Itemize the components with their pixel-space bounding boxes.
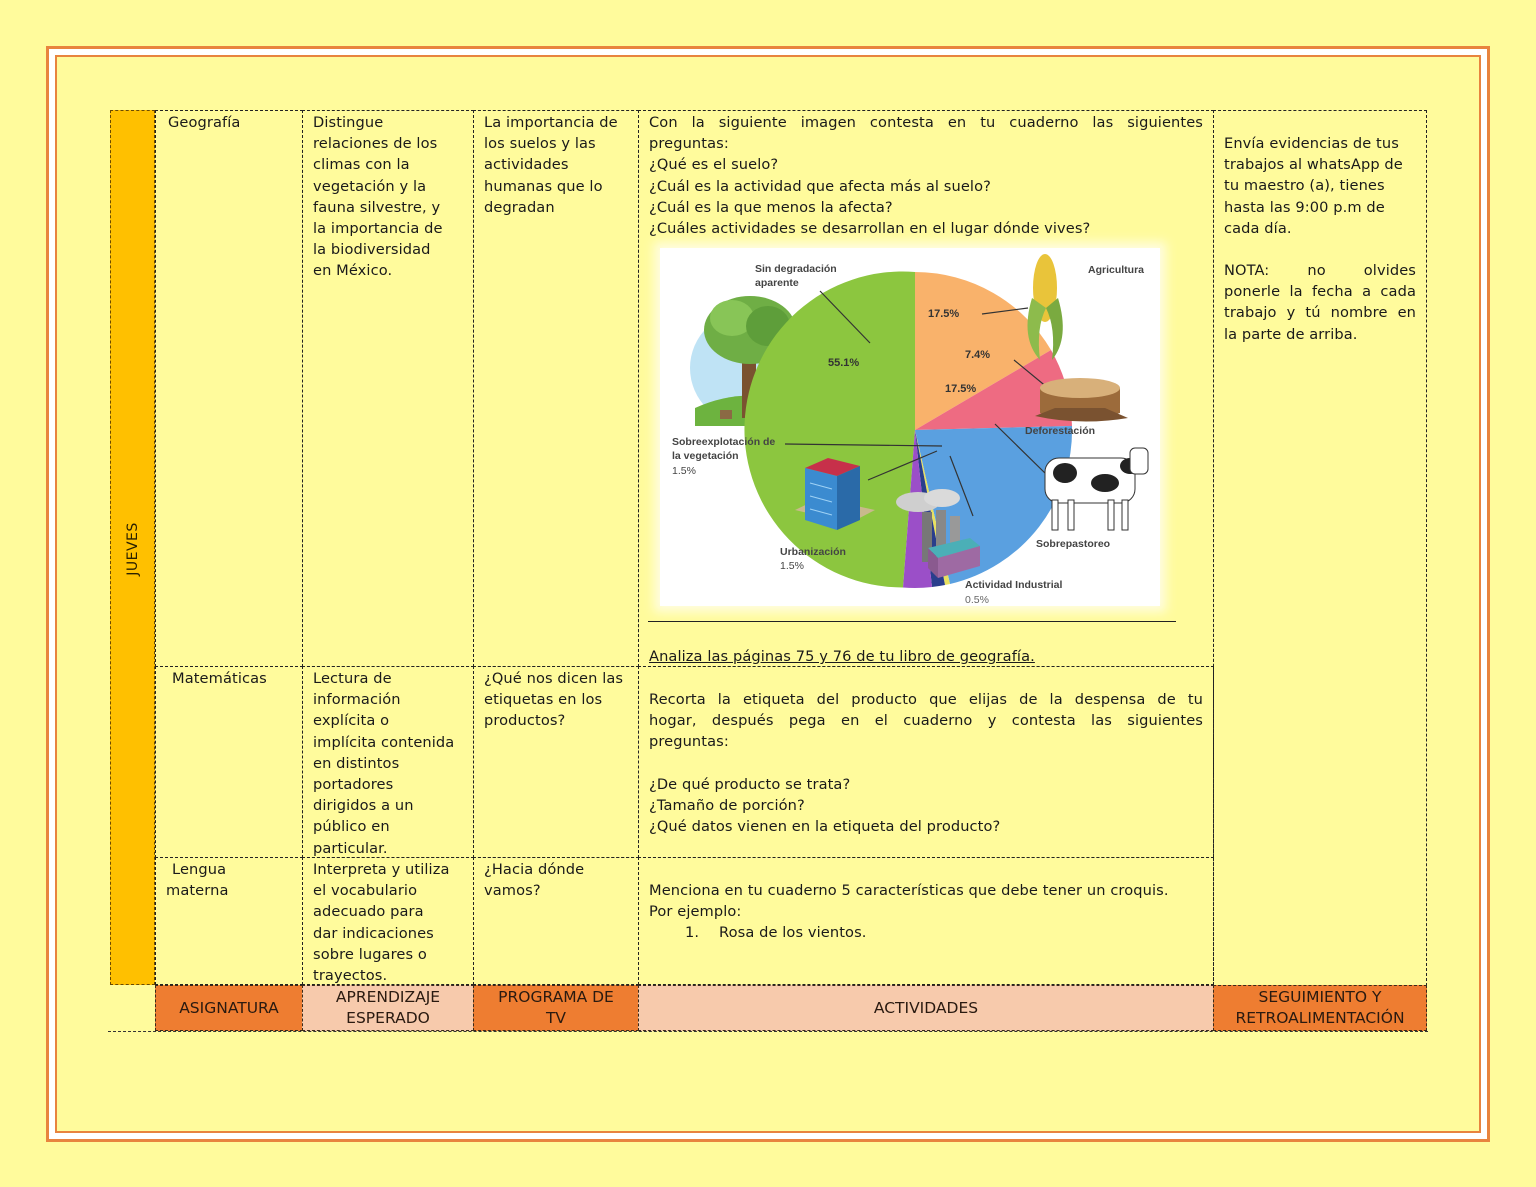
cell-asignatura-matematicas [155,666,303,858]
nota-line: NOTA: no olvides [1224,262,1416,280]
svg-text:17.5%: 17.5% [928,308,960,320]
text-line: humanas que lo [484,177,603,195]
text-line: relaciones de los [313,135,438,153]
text-line: el vocabulario [313,882,418,900]
pie-chart-svg [660,248,1160,606]
soil-degradation-pie-chart [660,248,1160,606]
cow-illustration [1045,448,1148,530]
text-line: vegetación y la [313,177,427,195]
svg-text:Sobreexplotación de: Sobreexplotación de [672,436,776,448]
text-line: ¿Qué nos dicen las [484,670,624,687]
cell-aprendizaje-lengua [302,857,474,985]
svg-text:Deforestación: Deforestación [1025,425,1096,437]
text-line: los suelos y las [484,135,596,153]
svg-text:Urbanización: Urbanización [780,546,846,558]
text-line: fauna silvestre, y [313,198,441,216]
header-label: PROGRAMA DE [498,988,614,1006]
header-asignatura [155,985,303,1031]
table-bottom-border [108,1031,1428,1032]
text-line: dirigidos a un [313,797,414,815]
header-label: ESPERADO [346,1009,430,1027]
day-column [110,110,155,985]
svg-text:Actividad Industrial: Actividad Industrial [965,579,1063,591]
cell-asignatura-geografia [155,110,303,667]
nota-line: ponerle la fecha a cada [1224,283,1416,301]
svg-text:17.5%: 17.5% [945,383,977,395]
header-seguimiento [1213,985,1427,1031]
activity-intro: preguntas: [649,135,729,153]
header-aprendizaje [302,985,474,1031]
text-line: hasta las 9:00 p.m de [1224,198,1385,216]
text-line: público en [313,818,390,836]
horizontal-rule [648,621,1176,622]
cell-programa-geografia [473,110,639,667]
header-label: ASIGNATURA [179,998,279,1017]
activity-intro: hogar, después pega en el cuaderno y contesta las siguientes [649,712,1203,730]
asignatura-text: Matemáticas [172,670,267,687]
header-label: TV [545,1009,567,1027]
activity-intro: preguntas: [649,733,729,751]
svg-text:aparente: aparente [755,277,799,289]
text-line: tu maestro (a), tienes [1224,177,1385,195]
svg-text:1.5%: 1.5% [672,465,696,477]
list-number: 1. [685,924,700,942]
text-line: trabajos al whatsApp de [1224,156,1403,174]
text-line: Distingue [313,114,384,131]
header-label: ACTIVIDADES [873,998,979,1017]
cell-aprendizaje-geografia [302,110,474,667]
question: ¿Cuál es la que menos la afecta? [649,198,893,216]
asignatura-text: materna [166,882,229,900]
activity-intro: Recorta la etiqueta del producto que elijas de la despensa de tu [649,691,1203,708]
text-line: portadores [313,776,394,794]
text-line: la importancia de [313,220,443,238]
text-line: información [313,691,401,709]
pie [744,272,1072,588]
nota-line: trabajo y tú nombre en [1224,304,1416,322]
list-item [649,922,1203,943]
activity-footer-link: Analiza las páginas 75 y 76 de tu libro de geografía. [649,648,1035,665]
text-line: en distintos [313,754,400,772]
header-label: SEGUIMIENTO Y [1258,988,1382,1006]
text-line: La importancia de [484,114,618,131]
text-line: vamos? [484,882,541,900]
text-line: etiquetas en los [484,691,603,709]
text-line: explícita o [313,712,390,730]
text-line: en México. [313,262,393,280]
svg-text:Agricultura: Agricultura [1088,264,1145,276]
text-line: productos? [484,712,566,730]
header-actividades [638,985,1214,1031]
list-text: Rosa de los vientos. [719,924,867,942]
svg-text:Sin degradación: Sin degradación [755,263,837,275]
text-line: Lectura de [313,670,392,687]
example-label: Por ejemplo: [649,903,742,921]
cell-seguimiento [1213,110,1427,986]
day-label: JUEVES [124,522,141,576]
stump-illustration [1035,378,1128,422]
text-line: Interpreta y utiliza [313,861,450,878]
text-line: particular. [313,839,388,857]
text-line: climas con la [313,156,410,174]
question: ¿Cuáles actividades se desarrollan en el lugar dónde vives? [649,220,1091,238]
svg-text:7.4%: 7.4% [965,349,991,361]
nota-line: la parte de arriba. [1224,325,1358,343]
text-line: cada día. [1224,219,1292,237]
text-line: sobre lugares o [313,945,427,963]
header-label: APRENDIZAJE [335,988,441,1006]
question: ¿Tamaño de porción? [649,796,805,814]
text-line: dar indicaciones [313,924,434,942]
question: ¿Qué es el suelo? [649,156,779,174]
text-line: degradan [484,198,555,216]
question: ¿De qué producto se trata? [649,775,851,793]
cell-programa-lengua [473,857,639,985]
svg-text:Sobrepastoreo: Sobrepastoreo [1036,538,1111,550]
question: ¿Cuál es la actividad que afecta más al suelo? [649,177,991,195]
activity-intro: Menciona en tu cuaderno 5 características que debe tener un croquis. [649,882,1169,899]
cell-asignatura-lengua [155,857,303,985]
svg-text:0.5%: 0.5% [965,594,989,606]
text-line: implícita contenida [313,733,455,751]
cell-programa-matematicas [473,666,639,858]
svg-text:1.5%: 1.5% [780,560,804,572]
svg-text:55.1%: 55.1% [828,357,860,369]
header-label: RETROALIMENTACIÓN [1235,1009,1405,1027]
text-line: trayectos. [313,967,388,985]
cell-aprendizaje-matematicas [302,666,474,858]
text-line: Envía evidencias de tus [1224,135,1399,152]
cell-actividades-lengua [638,857,1214,985]
question: ¿Qué datos vienen en la etiqueta del producto? [649,818,1001,836]
header-programa [473,985,639,1031]
text-line: la biodiversidad [313,241,431,259]
text-line: ¿Hacia dónde [484,861,585,878]
svg-text:la vegetación: la vegetación [672,450,739,462]
activity-intro: Con la siguiente imagen contesta en tu cuaderno las siguientes [649,114,1203,131]
text-line: adecuado para [313,903,424,921]
text-line: actividades [484,156,569,174]
cell-actividades-matematicas [638,666,1214,858]
asignatura-text: Lengua [172,861,227,878]
asignatura-text: Geografía [168,114,241,131]
